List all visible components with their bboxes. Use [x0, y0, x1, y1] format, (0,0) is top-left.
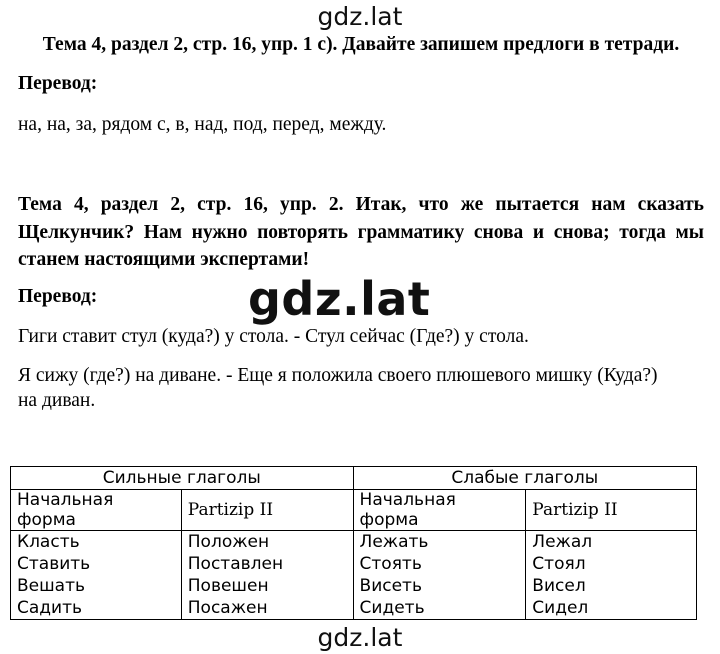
table-row	[11, 597, 697, 620]
watermark-bottom: gdz.lat	[317, 623, 403, 652]
table-subheader: Partizip II	[181, 490, 353, 531]
exercise2-line2b: на диван.	[18, 390, 96, 411]
exercise2-line2a: Я сижу (где?) на диване. - Еще я положила своего плюшевого мишку (Куда?)	[18, 365, 658, 386]
table-row	[11, 531, 697, 554]
table-cell: Стоял	[526, 553, 697, 575]
table-cell: Стоять	[353, 553, 526, 575]
table-cell: Вешать	[11, 575, 182, 597]
table-cell: Повешен	[181, 575, 353, 597]
table-subheader: Начальная форма	[353, 490, 526, 531]
table-cell: Сидел	[526, 597, 697, 620]
table-cell: Посажен	[181, 597, 353, 620]
table-row	[11, 575, 697, 597]
table-cell: Сидеть	[353, 597, 526, 620]
table-cell: Садить	[11, 597, 182, 620]
verbs-table	[10, 466, 697, 620]
exercise2-line1: Гиги ставит стул (куда?) у стола. - Стул сейчас (Где?) у стола.	[18, 326, 529, 347]
watermark-top: gdz.lat	[317, 2, 403, 31]
table-group-header-row	[11, 467, 697, 490]
exercise1-translation-label: Перевод:	[18, 73, 98, 94]
table-cell: Поставлен	[181, 553, 353, 575]
table-cell: Класть	[11, 531, 182, 554]
exercise1-translation-text: на, на, за, рядом с, в, над, под, перед, между.	[18, 114, 387, 135]
table-row	[11, 553, 697, 575]
table-subheader-row	[11, 490, 697, 531]
exercise2-heading: Тема 4, раздел 2, стр. 16, упр. 2. Итак, что же пытается нам сказать Щелкунчик? Нам нужно повторять грамматику снова и снова; тогда мы станем настоящими экспертами!	[18, 194, 704, 270]
table-subheader: Начальная форма	[11, 490, 182, 531]
table-group-weak: Слабые глаголы	[353, 467, 696, 490]
table-cell: Ставить	[11, 553, 182, 575]
table-cell: Лежал	[526, 531, 697, 554]
exercise1-heading: Тема 4, раздел 2, стр. 16, упр. 1 с). Давайте запишем предлоги в тетради.	[42, 34, 680, 55]
table-group-strong: Сильные глаголы	[11, 467, 354, 490]
watermark-middle: gdz.lat	[248, 272, 431, 326]
table-subheader: Partizip II	[526, 490, 697, 531]
table-cell: Висел	[526, 575, 697, 597]
exercise2-translation-label: Перевод:	[18, 286, 98, 307]
table-cell: Лежать	[353, 531, 526, 554]
table-cell: Положен	[181, 531, 353, 554]
table-cell: Висеть	[353, 575, 526, 597]
